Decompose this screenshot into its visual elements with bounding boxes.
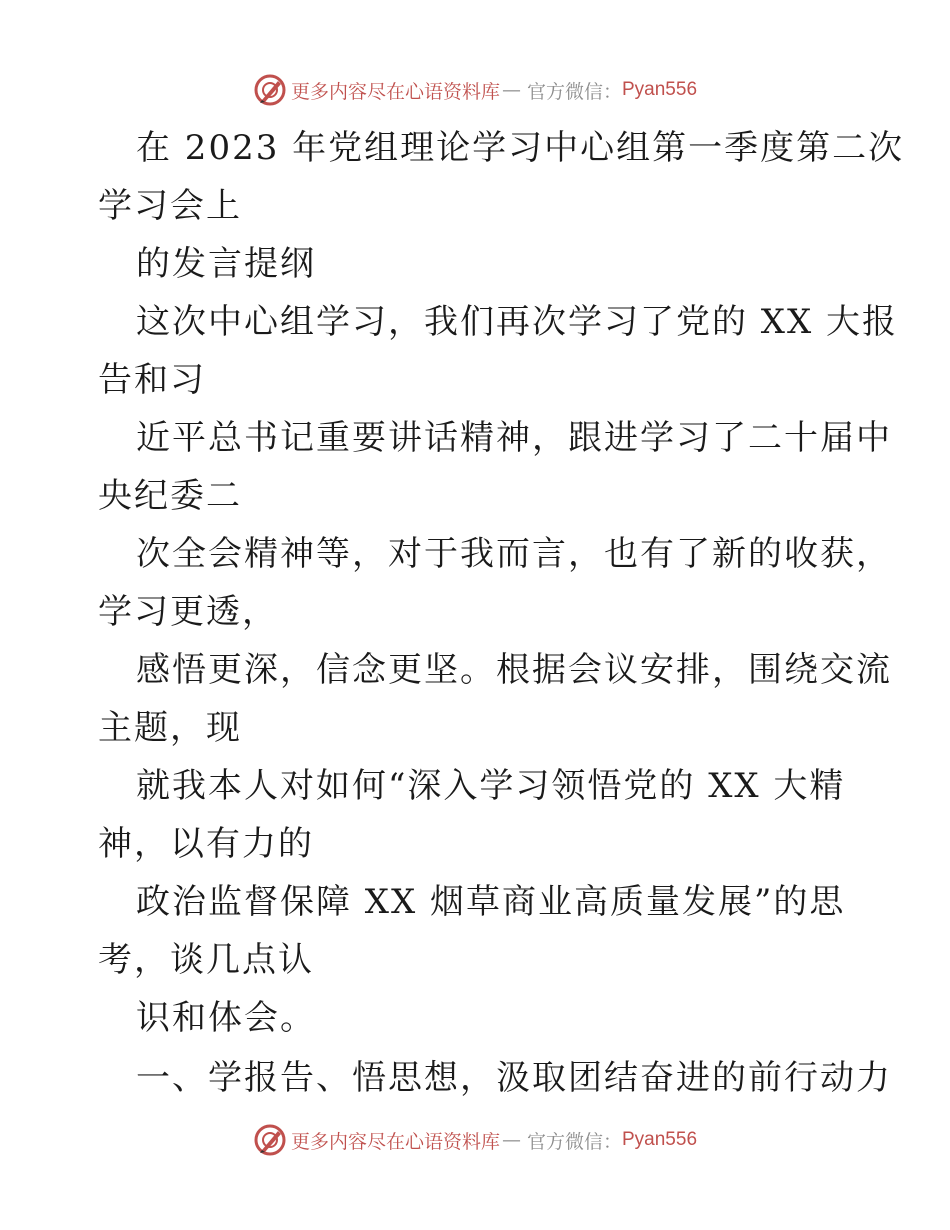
watermark-id: Pyan556 [622,79,698,100]
text-line: 近平总书记重要讲话精神，跟进学习了二十届中 [136,418,892,458]
watermark-header [0,72,950,108]
text-line: 主题，现 [98,708,242,748]
watermark-footer [0,1122,950,1158]
watermark-id: Pyan556 [622,1129,698,1150]
text-line: 的发言提纲 [136,244,316,284]
text-line: 政治监督保障 XX 烟草商业高质量发展”的思 [136,882,846,922]
watermark-label: 官方微信： [526,1130,622,1153]
watermark-brand: 更多内容尽在心语资料库 [290,80,500,103]
watermark-brand: 更多内容尽在心语资料库 [290,1130,500,1153]
text-line: 告和习 [98,360,206,400]
text-line: 学习更透， [98,592,278,632]
text-line: 学习会上 [98,186,242,226]
text-line: 感悟更深，信念更坚。根据会议安排，围绕交流 [136,650,892,690]
watermark-dash: — [501,79,521,101]
text-line: 就我本人对如何“深入学习领悟党的 XX 大精 [136,766,846,806]
pen-logo-icon [253,73,287,107]
text-line: 在 2023 年党组理论学习中心组第一季度第二次 [136,128,905,168]
text-line: 识和体会。 [136,998,316,1038]
text-line: 这次中心组学习，我们再次学习了党的 XX 大报 [136,302,899,342]
watermark-dash: — [501,1129,521,1151]
text-line: 一、学报告、悟思想，汲取团结奋进的前行动力 [136,1058,892,1098]
text-line: 神，以有力的 [98,824,314,864]
text-line: 央纪委二 [98,476,242,516]
pen-logo-icon [253,1123,287,1157]
text-line: 次全会精神等，对于我而言，也有了新的收获， [136,534,892,574]
text-line: 考，谈几点认 [98,940,314,980]
watermark-label: 官方微信： [526,80,622,103]
